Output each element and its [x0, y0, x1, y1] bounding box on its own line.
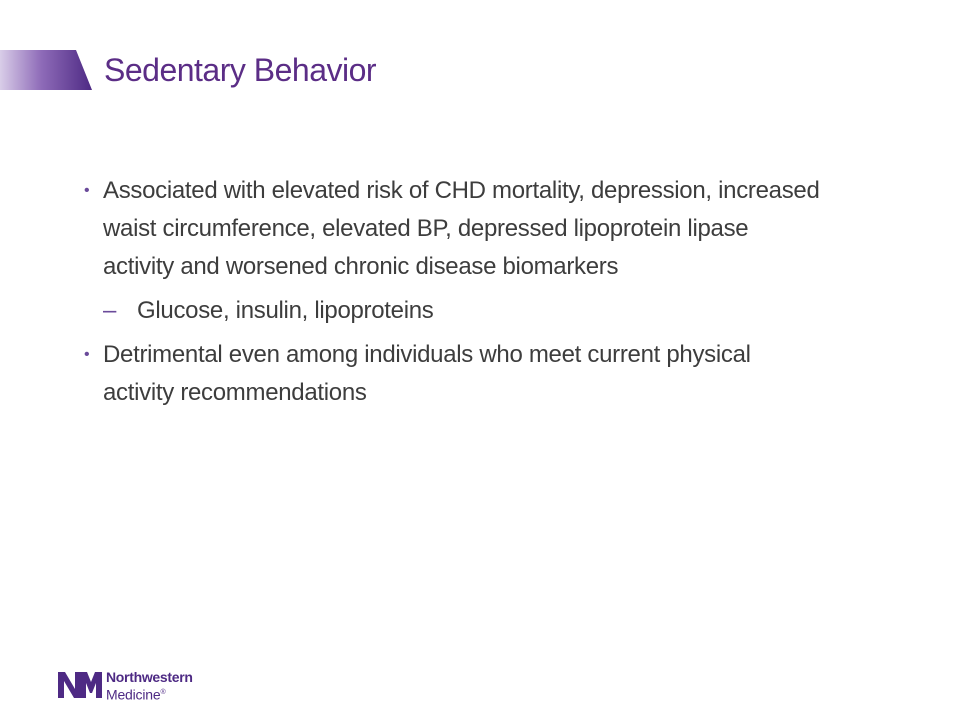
sub-bullet-text: Glucose, insulin, lipoproteins	[137, 297, 434, 324]
logo-line1: Northwestern	[106, 669, 193, 685]
bullet-text: Detrimental even among individuals who meet current physical activity recommendations	[103, 341, 751, 406]
bullet-text: Associated with elevated risk of CHD mortality, depression, increased waist circumference, elevated BP, depressed lipoprotein lipase activity and worsened chronic disease biomarkers	[103, 177, 820, 280]
logo-line2	[106, 685, 193, 703]
title-accent-bar	[0, 50, 92, 90]
bullet-icon: •	[84, 346, 90, 363]
slide-title: Sedentary Behavior	[104, 52, 377, 88]
bullet-item	[82, 336, 822, 412]
dash-icon: –	[103, 297, 117, 324]
sub-bullet-item	[82, 292, 822, 330]
logo-wordmark	[106, 670, 193, 703]
bullet-item	[82, 172, 822, 286]
nm-logo-icon	[58, 670, 102, 700]
bullet-icon: •	[84, 182, 90, 199]
slide-body	[82, 172, 822, 412]
registered-mark: ®	[160, 689, 166, 696]
northwestern-medicine-logo	[58, 668, 218, 704]
logo-line2-text: Medicine	[106, 686, 161, 703]
